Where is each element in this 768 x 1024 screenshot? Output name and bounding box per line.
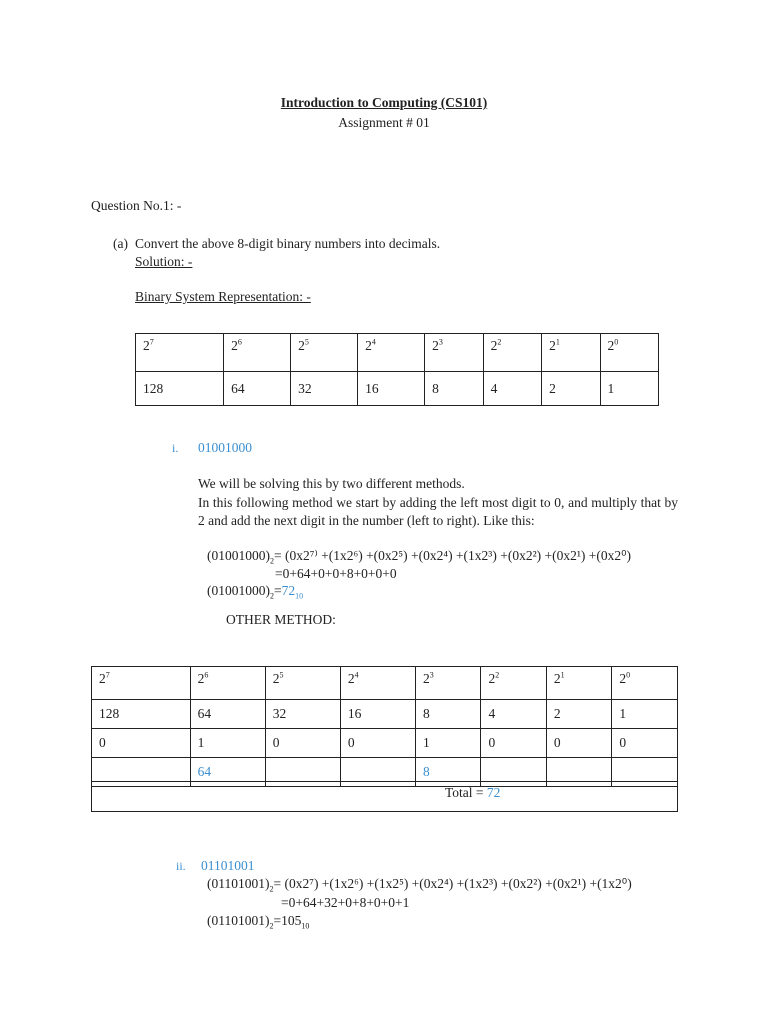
place-value-cell: 4 [481,700,546,729]
power-cell [92,667,191,700]
equation-terms: $(01101001)_2= (0x2^7) +(1x2^6) +(1x2^5) +(0x2^4) +(1x2^3) +(0x2^2) +(0x2^1) +(1x2^0)$ [207,876,632,894]
power-exponent: 2 [497,337,502,347]
power-exponent: 4 [371,337,376,347]
power-base: 2 [298,338,305,353]
power-cell [340,667,415,700]
assignment-number: Assignment # 01 [338,115,430,130]
power-base: 2 [488,671,496,686]
power-exponent: 6 [204,670,209,680]
power-base: 2 [143,338,150,353]
place-value-cell: 32 [265,700,340,729]
total-text: Total = 72 [445,785,501,800]
power-exponent: 2 [495,670,500,680]
digit-cell: 0 [92,729,191,758]
digit-cell: 1 [190,729,265,758]
part-a-text: Convert the above 8-digit binary numbers into decimals. [135,236,441,251]
power-exponent: 6 [237,337,242,347]
place-value-cell: 2 [546,700,611,729]
power-cell [612,667,678,700]
power-exponent: 7 [105,670,110,680]
table-row [136,334,659,372]
power-base: 2 [347,671,355,686]
other-method-heading: OTHER METHOD: [226,612,336,627]
place-value-cell: 128 [136,372,224,406]
total-row [91,781,678,812]
power-cell [483,334,541,372]
digit-cell: 0 [546,729,611,758]
place-value-cell: 1 [600,372,658,406]
place-value-cell: 16 [358,372,425,406]
table-row [92,729,678,758]
power-exponent: 5 [279,670,284,680]
place-value-cell: 1 [612,700,678,729]
table-row [92,700,678,729]
power-base: 2 [490,338,498,353]
table-row [92,667,678,700]
equation-result: $(01101001)_2=105_{10}$ [207,913,310,931]
power-exponent: 3 [429,670,434,680]
power-base: 2 [607,338,615,353]
list-marker: ii. [176,859,186,873]
binary-number: 01001000 [198,440,252,455]
list-marker: i. [172,441,179,455]
part-a-marker: (a) [113,236,128,251]
question-label: Question No.1: - [91,198,182,213]
power-exponent: 4 [354,670,359,680]
power-base: 2 [549,338,556,353]
power-cell [425,334,483,372]
power-base: 2 [272,671,280,686]
digit-cell: 0 [612,729,678,758]
place-value-cell: 16 [340,700,415,729]
power-exponent: 1 [560,670,565,680]
place-value-cell: 128 [92,700,191,729]
digit-cell: 0 [481,729,546,758]
method-description: In this following method we start by adding the left most digit to 0, and multiply that by 2 and add the next digit in the number (left to right). Like this: [198,495,678,528]
power-cell [415,667,480,700]
power-exponent: 0 [626,670,631,680]
solution-label: Solution: - [135,254,193,269]
place-value-cell: 64 [224,372,291,406]
power-base: 2 [619,671,627,686]
power-base: 2 [197,671,205,686]
power-exponent: 1 [555,337,560,347]
power-cell [358,334,425,372]
conversion-table [91,666,678,787]
digit-cell: 0 [265,729,340,758]
power-cell [136,334,224,372]
place-value-cell: 64 [190,700,265,729]
equation-terms: $(01001000)_2= (0x2^{7)} +(1x2^6) +(0x2^5) +(0x2^4) +(1x2^3) +(0x2^2) +(0x2^1) +(0x2^0)$ [207,548,632,566]
place-value-cell: 8 [425,372,483,406]
power-base: 2 [553,671,561,686]
power-cell [190,667,265,700]
power-cell [265,667,340,700]
digit-cell: 1 [415,729,480,758]
power-exponent: 5 [304,337,309,347]
power-base: 2 [231,338,238,353]
power-cell [481,667,546,700]
contribution-cell: 64 [190,758,265,787]
equation-sum: =0+64+32+0+8+0+0+1 [281,895,410,910]
power-cell [224,334,291,372]
power-exponent: 0 [614,337,619,347]
table-row [136,372,659,406]
power-cell [291,334,358,372]
power-base: 2 [432,338,439,353]
power-cell [546,667,611,700]
document-title: Introduction to Computing (CS101) [280,95,488,110]
power-base: 2 [365,338,372,353]
power-exponent: 7 [149,337,154,347]
place-value-cell: 8 [415,700,480,729]
binary-number: 01101001 [201,858,255,873]
equation-result: $(01001000)_2=72_{10}$ [207,583,304,601]
method-intro: We will be solving this by two different methods. [198,476,465,491]
binary-representation-label: Binary System Representation: - [135,289,311,304]
power-base: 2 [422,671,430,686]
place-value-table [135,333,659,406]
place-value-cell: 4 [483,372,541,406]
power-exponent: 3 [438,337,443,347]
place-value-cell: 2 [542,372,600,406]
equation-sum: =0+64+0+0+8+0+0+0 [275,566,397,581]
power-cell [542,334,600,372]
digit-cell: 0 [340,729,415,758]
contribution-cell: 8 [415,758,480,787]
place-value-cell: 32 [291,372,358,406]
power-base: 2 [99,671,106,686]
power-cell [600,334,658,372]
